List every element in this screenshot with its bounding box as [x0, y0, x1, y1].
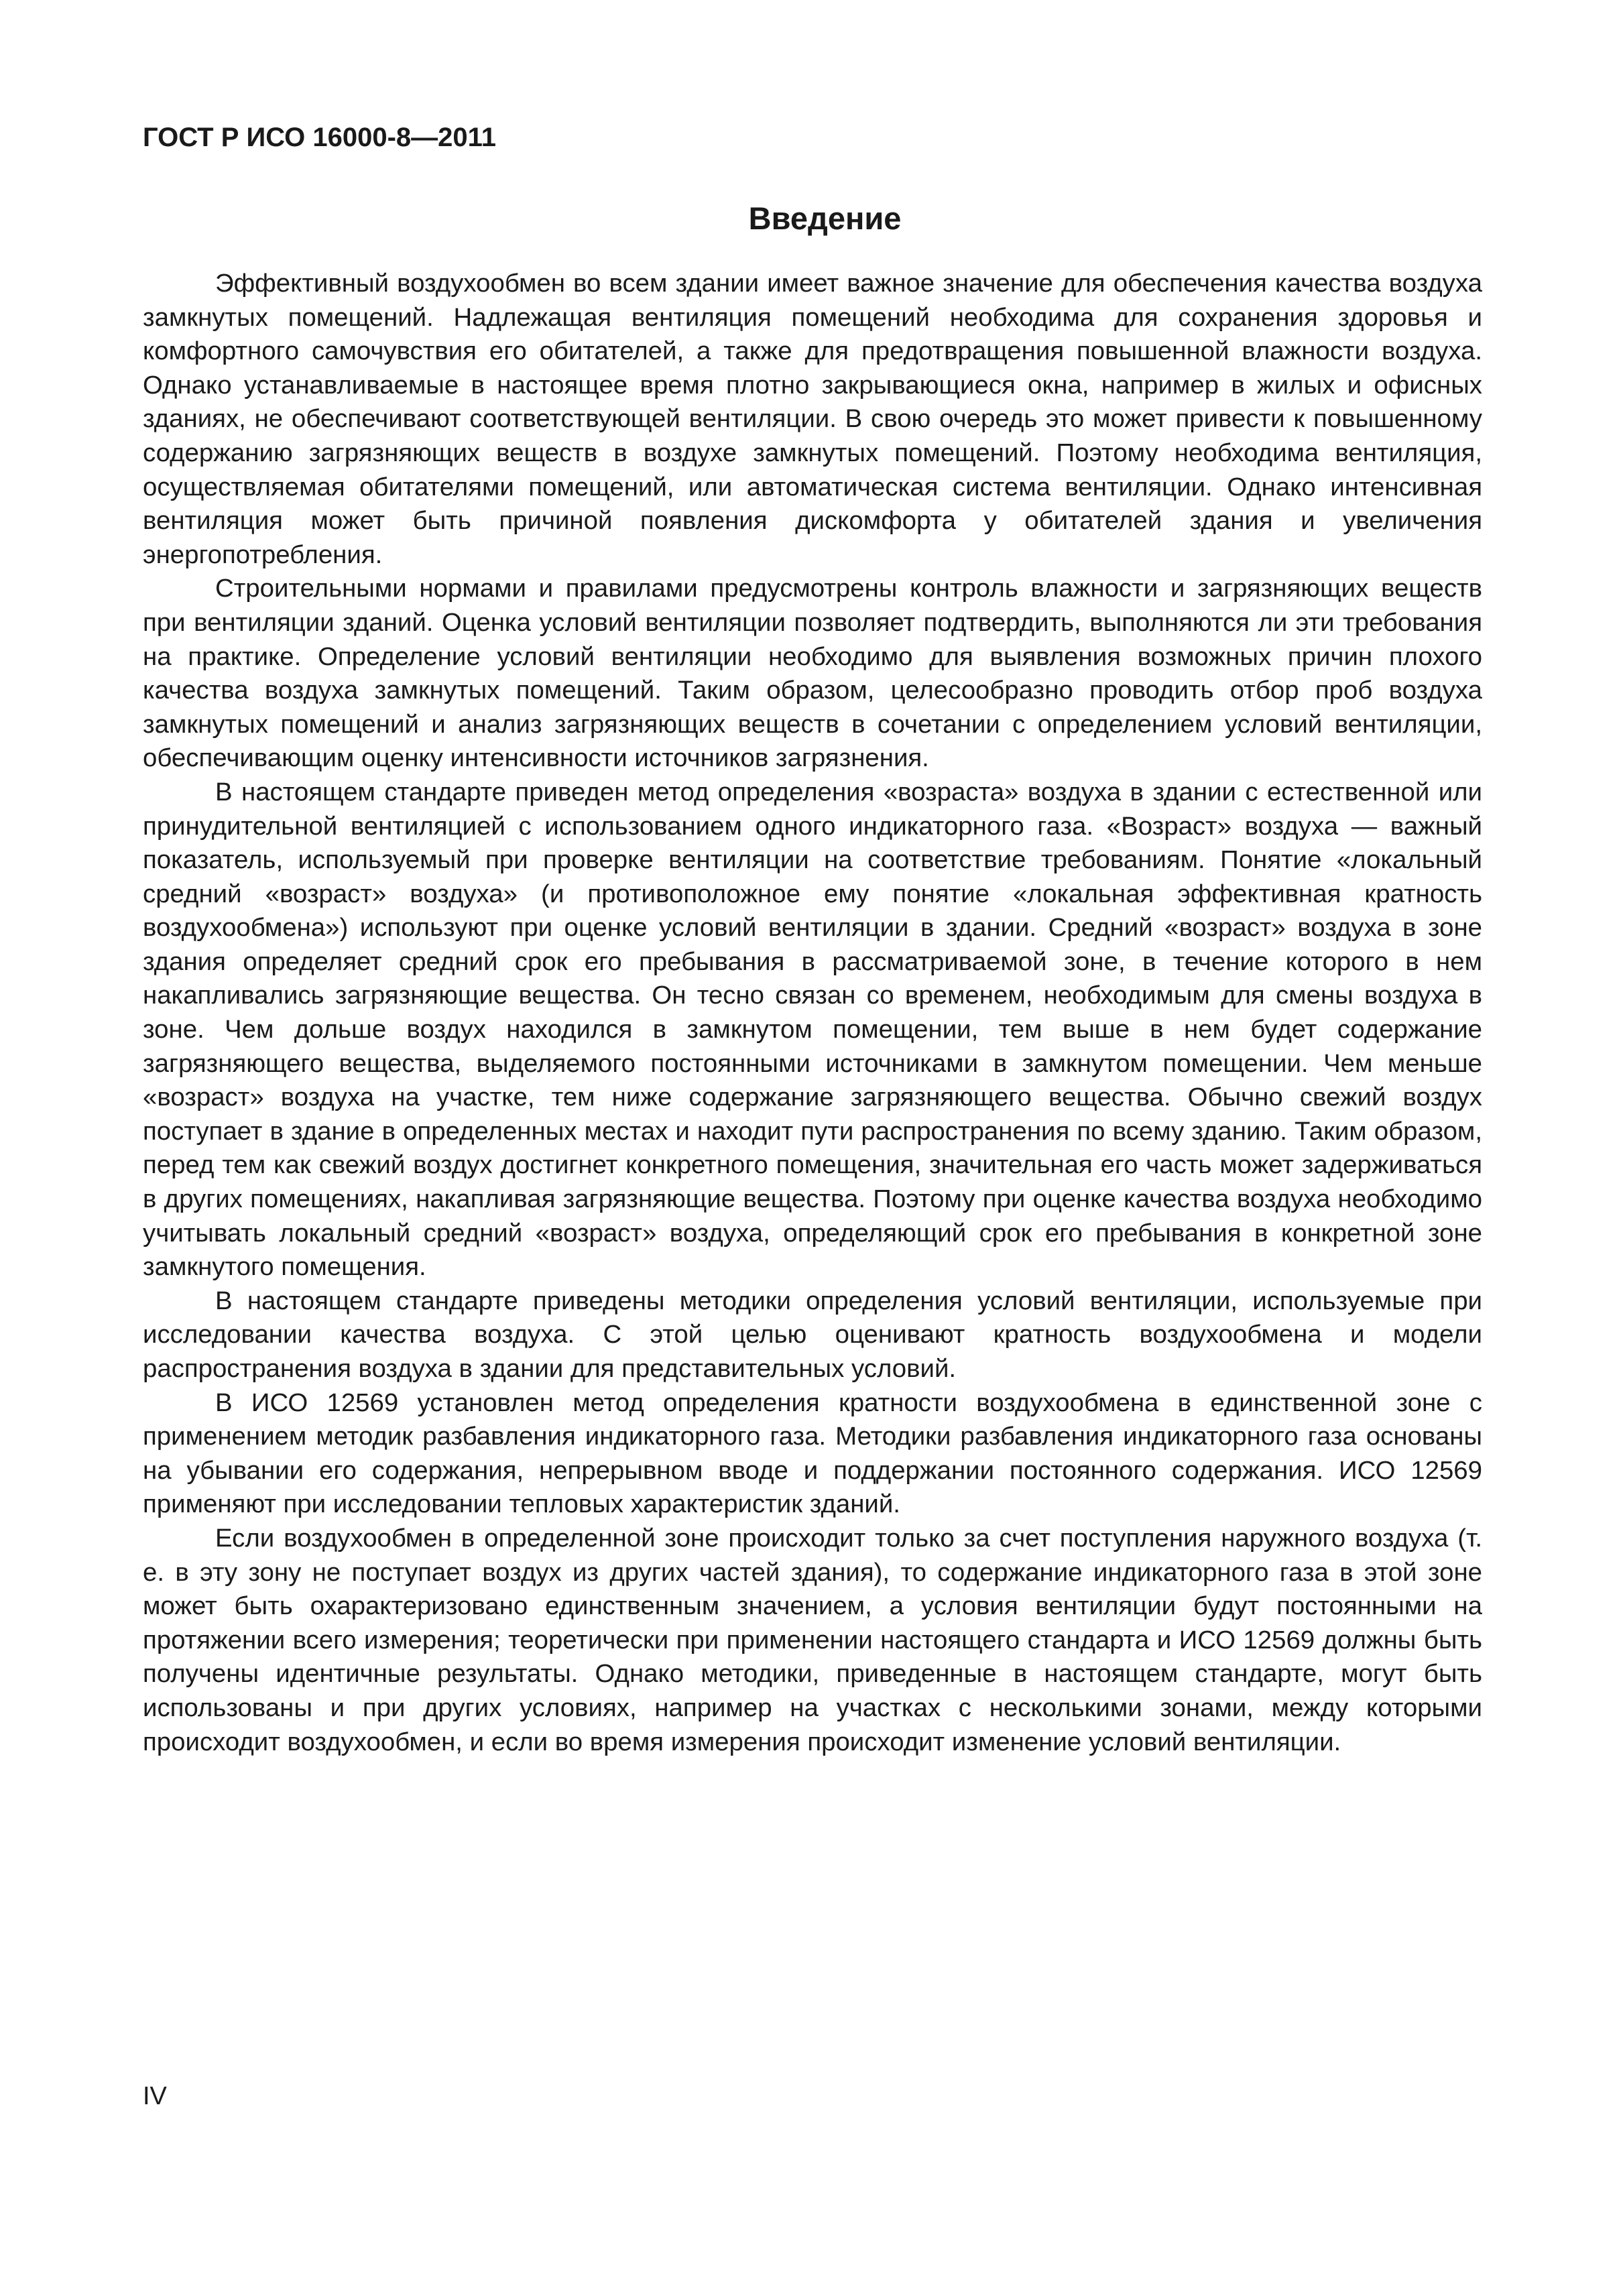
- paragraph: В настоящем стандарте приведены методики определения условий вентиляции, используемые при исследовании качества воздуха. С этой целью оценивают кратность воздухообмена и модели распространения воздуха в здании для представительных условий.: [143, 1286, 1482, 1383]
- document-code: ГОСТ Р ИСО 16000-8—2011: [143, 123, 496, 152]
- page-number: IV: [143, 2082, 167, 2110]
- paragraph: Строительными нормами и правилами предусмотрены контроль влажности и загрязняющих веществ при вентиляции зданий. Оценка условий вентиляции позволяет подтвердить, выполняются ли эти требования на практике. Определение условий вентиляции необходимо для выявления возможных причин плохого качества воздуха замкнутых помещений. Таким образом, целесообразно проводить отбор проб воздуха замкнутых помещений и анализ загрязняющих веществ в сочетании с определением условий вентиляции, обеспечивающим оценку интенсивности источников загрязнения.: [143, 574, 1482, 773]
- body-text: [143, 267, 1482, 1759]
- section-title: Введение: [748, 200, 902, 236]
- paragraph: В ИСО 12569 установлен метод определения кратности воздухообмена в единственной зоне с применением методик разбавления индикаторного газа. Методики разбавления индикаторного газа основаны на убывании его содержания, непрерывном вводе и поддержании постоянного содержания. ИСО 12569 применяют при исследовании тепловых характеристик зданий.: [143, 1388, 1482, 1519]
- paragraph: В настоящем стандарте приведен метод определения «возраста» воздуха в здании с естественной или принудительной вентиляцией с использованием одного индикаторного газа. «Возраст» воздуха — важный показатель, используемый при проверке вентиляции на соответствие требованиям. Понятие «локальный средний «возраст» воздуха» (и противоположное ему понятие «локальная эффективная кратность воздухообмена») используют при оценке условий вентиляции в здании. Средний «возраст» воздуха в зоне здания определяет средний срок его пребывания в рассматриваемой зоне, в течение которого в нем накапливались загрязняющие вещества. Он тесно связан со временем, необходимым для смены воздуха в зоне. Чем дольше воздух находился в замкнутом помещении, тем выше в нем будет содержание загрязняющего вещества, выделяемого постоянными источниками в замкнутом помещении. Чем меньше «возраст» воздуха на участке, тем ниже содержание загрязняющего вещества. Обычно свежий воздух поступает в здание в определенных местах и находит пути распространения по всему зданию. Таким образом, перед тем как свежий воздух достигнет конкретного помещения, значительная его часть может задерживаться в других помещениях, накапливая загрязняющие вещества. Поэтому при оценке качества воздуха необходимо учитывать локальный средний «возраст» воздуха, определяющий срок его пребывания в конкретной зоне замкнутого помещения.: [143, 777, 1482, 1282]
- paragraph: Эффективный воздухообмен во всем здании имеет важное значение для обеспечения качества воздуха замкнутых помещений. Надлежащая вентиляция помещений необходима для сохранения здоровья и комфортного самочувствия его обитателей, а также для предотвращения повышенной влажности воздуха. Однако устанавливаемые в настоящее время плотно закрывающиеся окна, например в жилых и офисных зданиях, не обеспечивают соответствующей вентиляции. В свою очередь это может привести к повышенному содержанию загрязняющих веществ в воздухе замкнутых помещений. Поэтому необходима вентиляция, осуществляемая обитателями помещений, или автоматическая система вентиляции. Однако интенсивная вентиляция может быть причиной появления дискомфорта у обитателей здания и увеличения энергопотребления.: [143, 269, 1482, 569]
- paragraph: Если воздухообмен в определенной зоне происходит только за счет поступления наружного воздуха (т. е. в эту зону не поступает воздух из других частей здания), то содержание индикаторного газа в этой зоне может быть охарактеризовано единственным значением, а условия вентиляции будут постоянными на протяжении всего измерения; теоретически при применении настоящего стандарта и ИСО 12569 должны быть получены идентичные результаты. Однако методики, приведенные в настоящем стандарте, могут быть использованы и при других условиях, например на участках с несколькими зонами, между которыми происходит воздухообмен, и если во время измерения происходит изменение условий вентиляции.: [143, 1523, 1482, 1756]
